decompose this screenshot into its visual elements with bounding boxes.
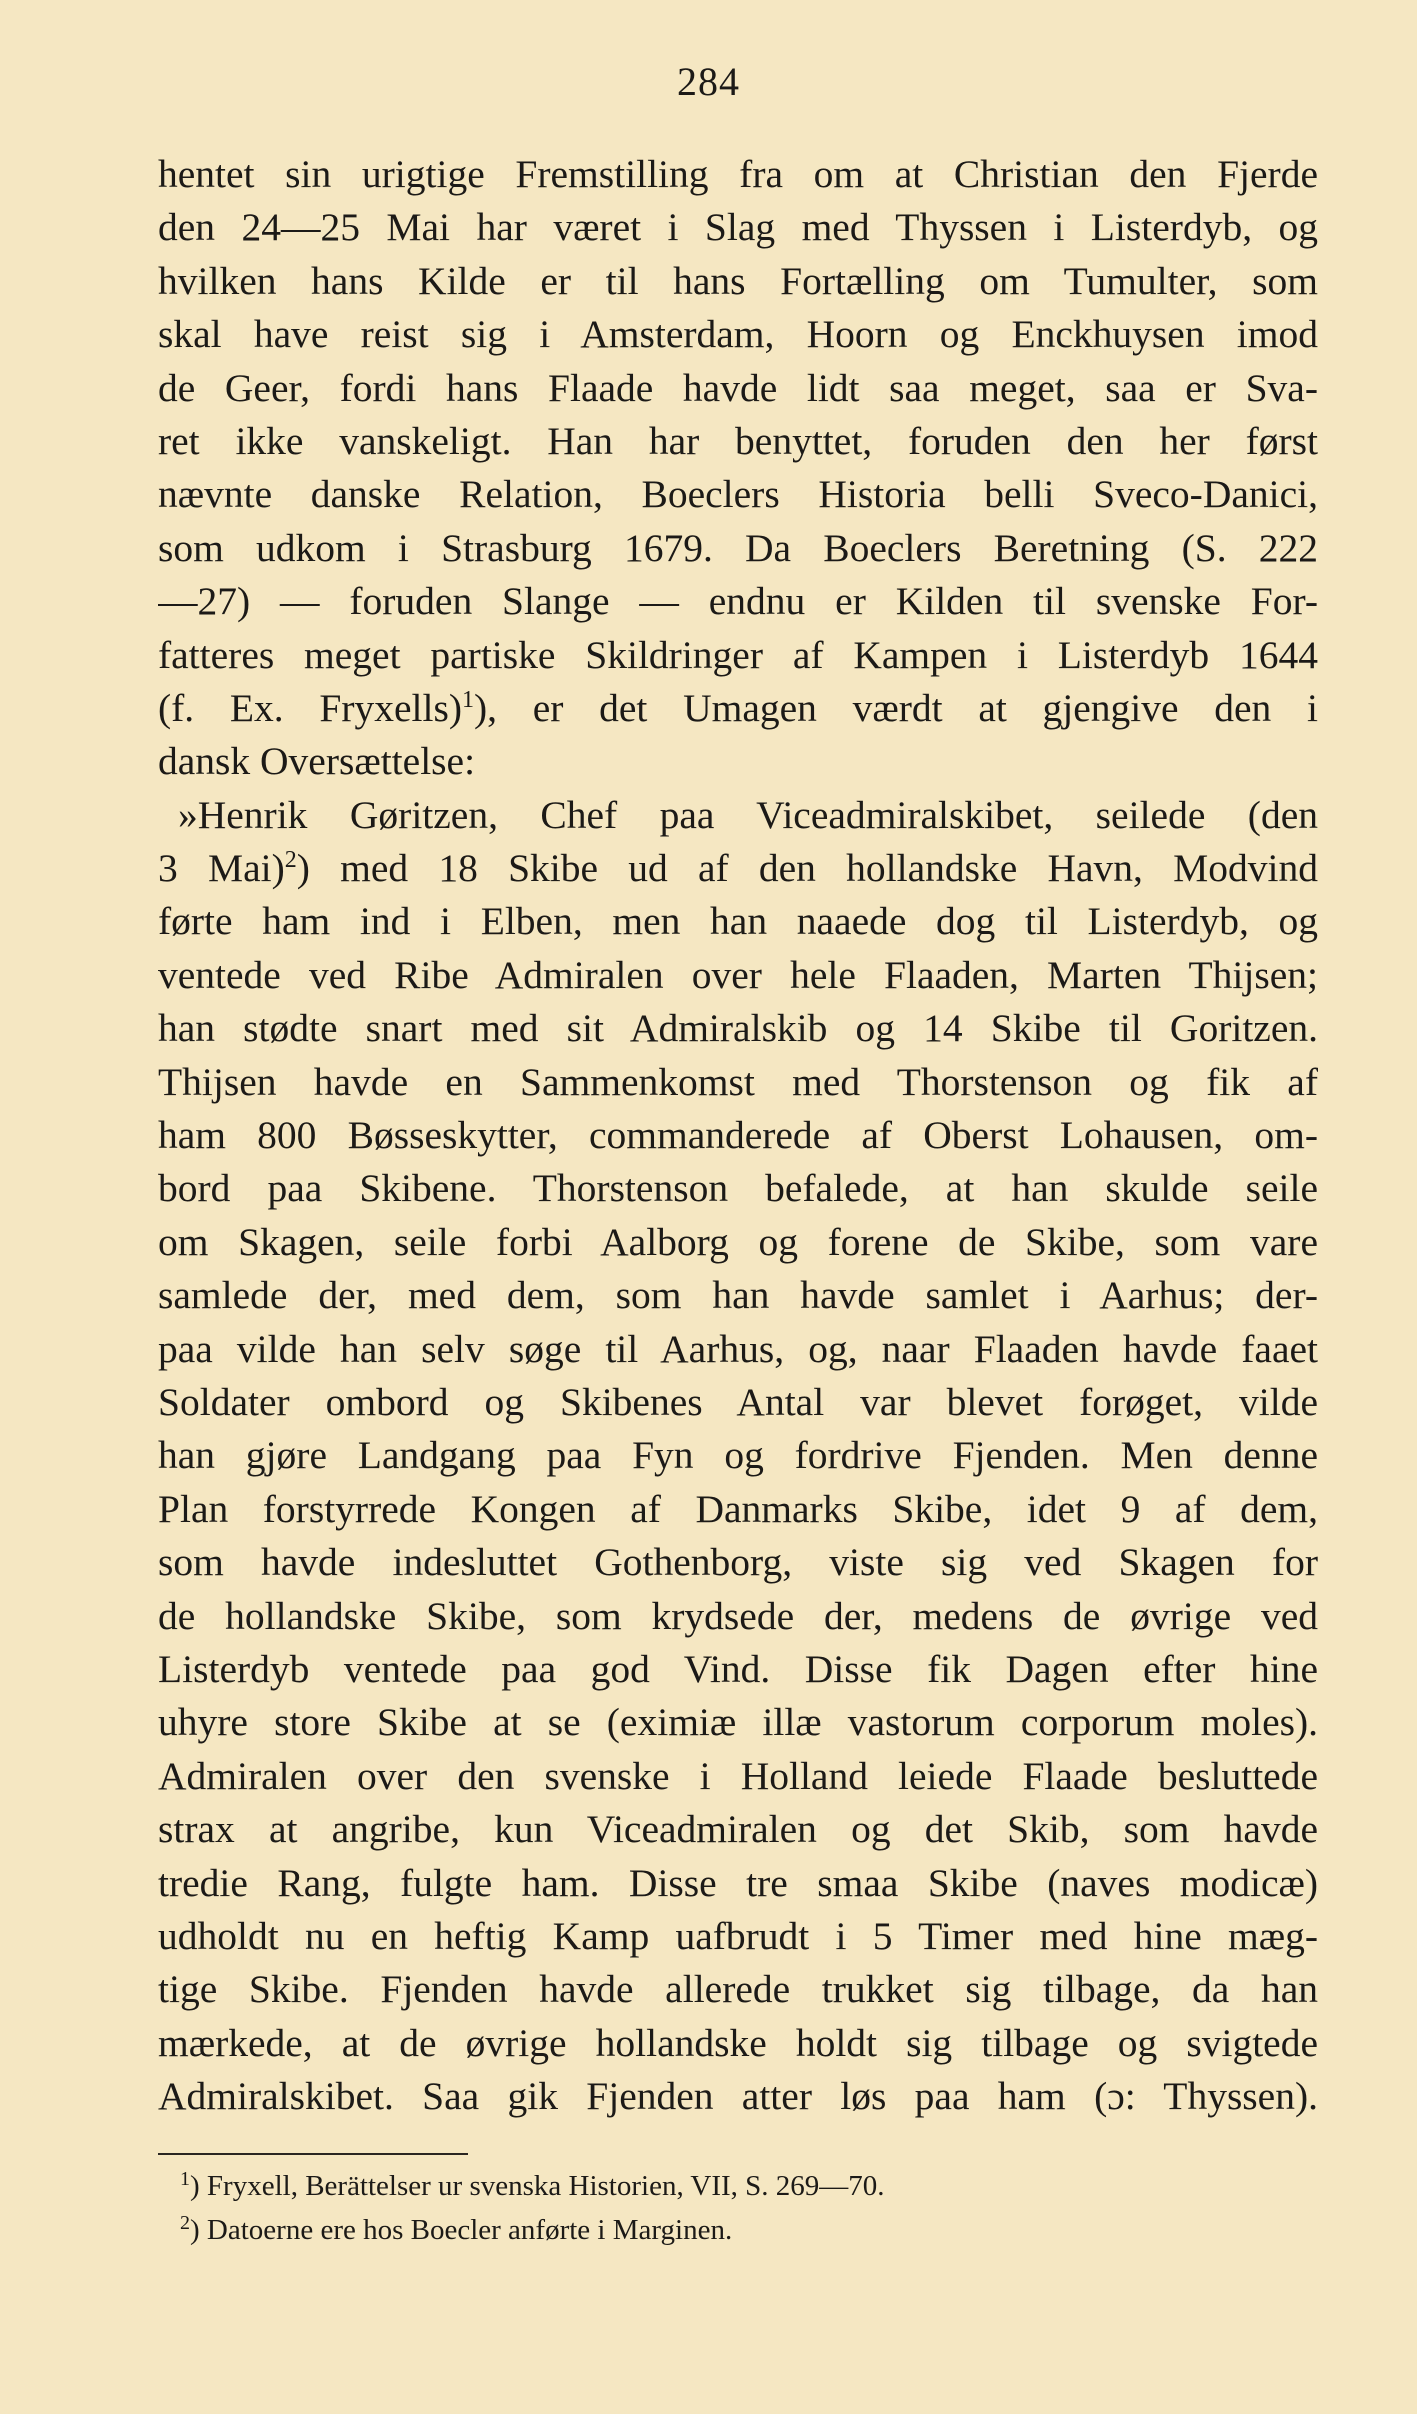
text-line: samlede der, med dem, som han havde samlet i Aarhus; der-	[158, 1273, 1318, 1318]
footnotes	[180, 2164, 1280, 2252]
text-line: Thijsen havde en Sammenkomst med Thorstenson og fik af	[158, 1059, 1318, 1104]
text-line	[158, 682, 1318, 735]
text-line: hvilken hans Kilde er til hans Fortælling om Tumulter, som	[158, 258, 1318, 303]
text-line: skal have reist sig i Amsterdam, Hoorn og Enckhuysen imod	[158, 312, 1318, 357]
text-line: om Skagen, seile forbi Aalborg og forene de Skibe, som vare	[158, 1219, 1318, 1264]
footnote-divider	[158, 2153, 468, 2155]
text-line: tige Skibe. Fjenden havde allerede trukket sig tilbage, da han	[158, 1967, 1318, 2012]
text-line: ham 800 Bøsseskytter, commanderede af Oberst Lohausen, om-	[158, 1113, 1318, 1158]
text-line: Plan forstyrrede Kongen af Danmarks Skibe, idet 9 af dem,	[158, 1486, 1318, 1531]
text-line: »Henrik Gøritzen, Chef paa Viceadmiralskibet, seilede (den	[178, 792, 1318, 837]
text-line: tredie Rang, fulgte ham. Disse tre smaa Skibe (naves modicæ)	[158, 1860, 1318, 1905]
text-line: nævnte danske Relation, Boeclers Historia belli Sveco-Danici,	[158, 472, 1318, 517]
footnote: $^1$) Fryxell, Berättelser ur svenska Historien, VII, S. 269—70.	[180, 2168, 885, 2202]
text-line: de Geer, fordi hans Flaade havde lidt saa meget, saa er Sva-	[158, 365, 1318, 410]
line-segment: (f. Ex. Fryxells)	[158, 685, 462, 730]
line-segment: 3 Mai)	[158, 846, 285, 891]
text-line: de hollandske Skibe, som krydsede der, medens de øvrige ved	[158, 1593, 1318, 1638]
text-line: paa vilde han selv søge til Aarhus, og, naar Flaaden havde faaet	[158, 1326, 1318, 1371]
text-line: førte ham ind i Elben, men han naaede dog til Listerdyb, og	[158, 899, 1318, 944]
footnote-text: Datoerne ere hos Boecler anførte i Marginen.	[206, 2214, 733, 2246]
text-line: bord paa Skibene. Thorstenson befalede, at han skulde seile	[158, 1166, 1318, 1211]
text-line: hentet sin urigtige Fremstilling fra om at Christian den Fjerde	[158, 152, 1318, 196]
text-line: ventede ved Ribe Admiralen over hele Flaaden, Marten Thijsen;	[158, 952, 1318, 997]
text-line: mærkede, at de øvrige hollandske holdt sig tilbage og svigtede	[158, 2020, 1318, 2065]
footnote-number: 1	[180, 2168, 190, 2190]
text-line: fatteres meget partiske Skildringer af Kampen i Listerdyb 1644	[158, 632, 1318, 677]
text-line: Soldater ombord og Skibenes Antal var blevet forøget, vilde	[158, 1379, 1318, 1424]
line-segment: ) med 18 Skibe ud af den hollandske Havn, Modvind	[296, 846, 1318, 891]
footnote-ref: 2	[284, 847, 297, 874]
page-number: 284	[677, 59, 740, 104]
footnote-ref: 1	[462, 686, 474, 713]
text-line: ret ikke vanskeligt. Han har benyttet, foruden den her først	[158, 418, 1318, 463]
text-line: udholdt nu en heftig Kamp uafbrudt i 5 Timer med hine mæg-	[158, 1913, 1318, 1958]
text-line: han gjøre Landgang paa Fyn og fordrive Fjenden. Men denne	[158, 1433, 1318, 1478]
text-line	[158, 842, 1318, 895]
text-line: —27) — foruden Slange — endnu er Kilden til svenske For-	[158, 579, 1318, 624]
footnote-text: Fryxell, Berättelser ur svenska Historien, VII, S. 269—70.	[206, 2170, 885, 2202]
text-line: uhyre store Skibe at se (eximiæ illæ vastorum corporum moles).	[158, 1700, 1318, 1745]
body-text	[158, 148, 1318, 2123]
footnote: $^2$) Datoerne ere hos Boecler anførte i Marginen.	[180, 2212, 733, 2246]
text-line: Listerdyb ventede paa god Vind. Disse fik Dagen efter hine	[158, 1646, 1318, 1691]
text-line: strax at angribe, kun Viceadmiralen og det Skib, som havde	[158, 1807, 1318, 1852]
footnote-number: 2	[180, 2212, 190, 2234]
text-line: Admiralskibet. Saa gik Fjenden atter løs paa ham (ɔ: Thyssen).	[158, 2074, 1318, 2119]
text-line: som udkom i Strasburg 1679. Da Boeclers Beretning (S. 222	[158, 525, 1318, 570]
line-segment: ), er det Umagen værdt at gjengive den i	[474, 685, 1318, 730]
text-line: som havde indesluttet Gothenborg, viste sig ved Skagen for	[158, 1540, 1318, 1585]
text-line: Admiralen over den svenske i Holland leiede Flaade besluttede	[158, 1753, 1318, 1798]
text-line: dansk Oversættelse:	[158, 739, 476, 784]
text-line: han stødte snart med sit Admiralskib og 14 Skibe til Goritzen.	[158, 1006, 1318, 1051]
text-line: den 24—25 Mai har været i Slag med Thyssen i Listerdyb, og	[158, 205, 1318, 250]
